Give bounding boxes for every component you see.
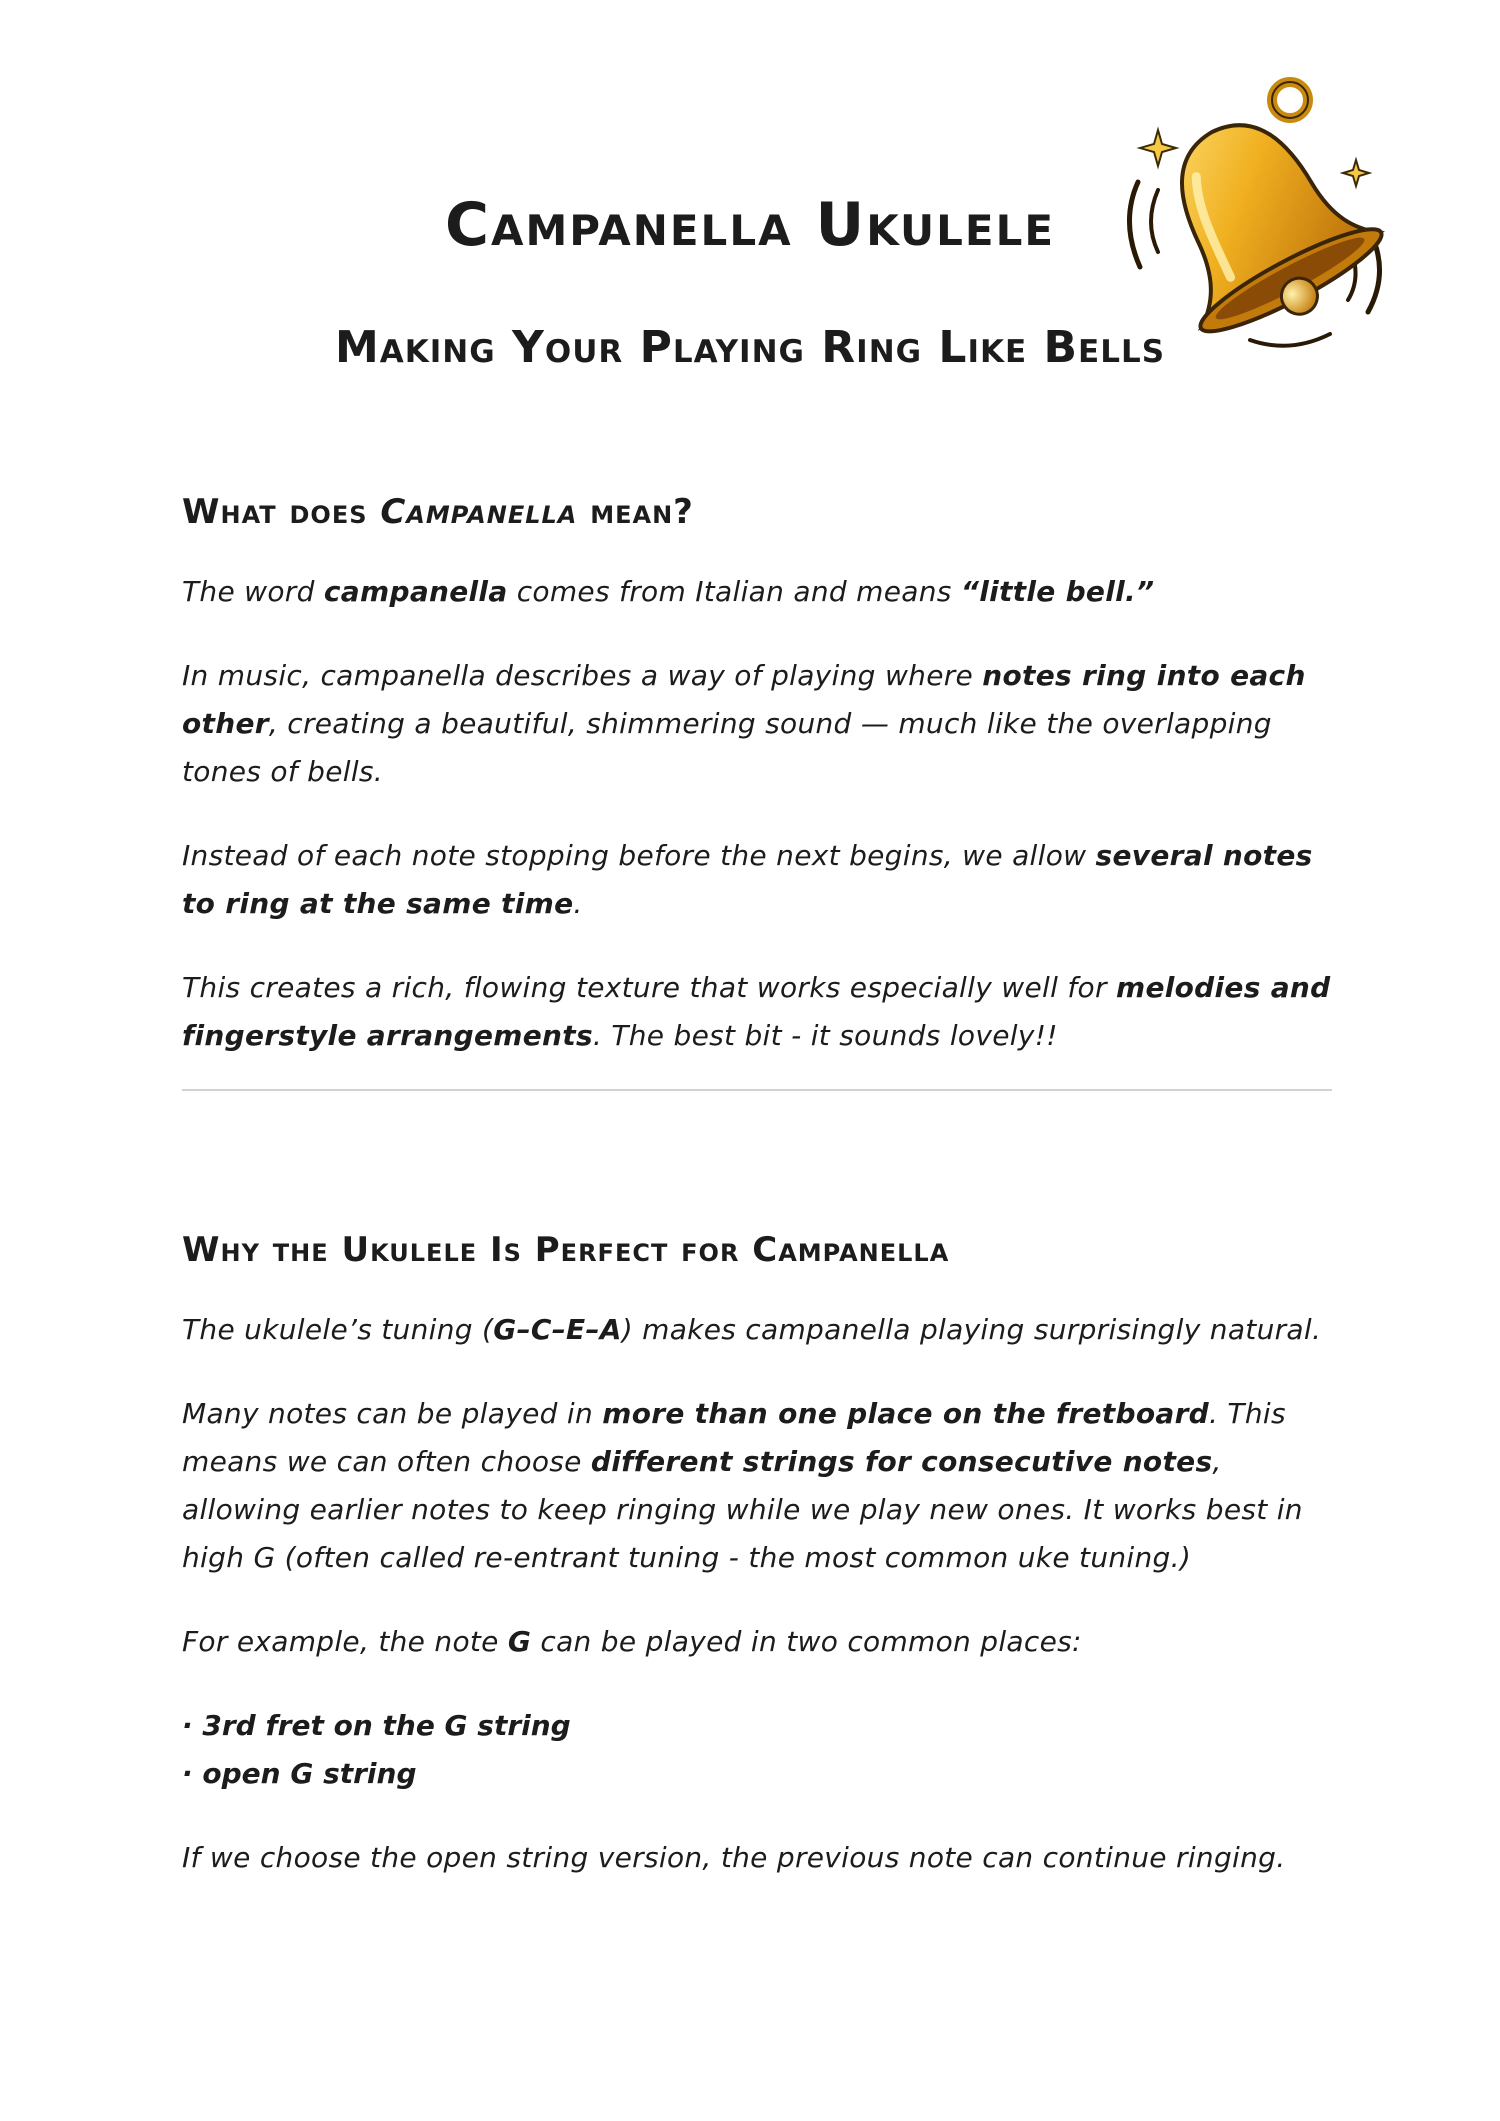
paragraph: The word campanella comes from Italian and means “little bell.” bbox=[182, 575, 1155, 608]
bell-icon bbox=[1100, 72, 1400, 362]
section-heading: Why the Ukulele Is Perfect for Campanella bbox=[182, 1230, 950, 1270]
paragraph: This creates a rich, flowing texture that works especially well for melodies and fingerstyle arrangements. The best bit - it sounds lovely!! bbox=[182, 971, 1331, 1052]
paragraph: For example, the note G can be played in two common places: bbox=[182, 1625, 1082, 1658]
paragraph: Instead of each note stopping before the next begins, we allow several notes to ring at the same time. bbox=[182, 839, 1313, 920]
section-campanella-meaning bbox=[182, 492, 1332, 1096]
paragraph: In music, campanella describes a way of playing where notes ring into each other, creating a beautiful, shimmering sound — much like the overlapping tones of bells. bbox=[182, 659, 1306, 788]
list-item: · 3rd fret on the G string bbox=[182, 1702, 1332, 1750]
page-subtitle: Making Your Playing Ring Like Bells bbox=[334, 322, 1166, 373]
paragraph: If we choose the open string version, the previous note can continue ringing. bbox=[182, 1841, 1286, 1874]
list-item: · open G string bbox=[182, 1750, 1332, 1798]
section-why-ukulele bbox=[182, 1230, 1332, 1918]
paragraph: The ukulele’s tuning (G–C–E–A) makes campanella playing surprisingly natural. bbox=[182, 1313, 1322, 1346]
section-heading: What does Campanella mean? bbox=[182, 492, 694, 532]
section-divider bbox=[182, 1089, 1332, 1091]
page-title: Campanella Ukulele bbox=[444, 190, 1056, 260]
sparkle-icon bbox=[1140, 130, 1176, 166]
sparkle-icon bbox=[1343, 160, 1369, 186]
paragraph: Many notes can be played in more than one place on the fretboard. This means we can often choose different strings for consecutive notes, allowing earlier notes to keep ringing while we play new ones. It works best in high G (often called re-entrant tuning - the most common uke tuning.) bbox=[182, 1397, 1303, 1574]
bullet-list bbox=[182, 1702, 1332, 1798]
